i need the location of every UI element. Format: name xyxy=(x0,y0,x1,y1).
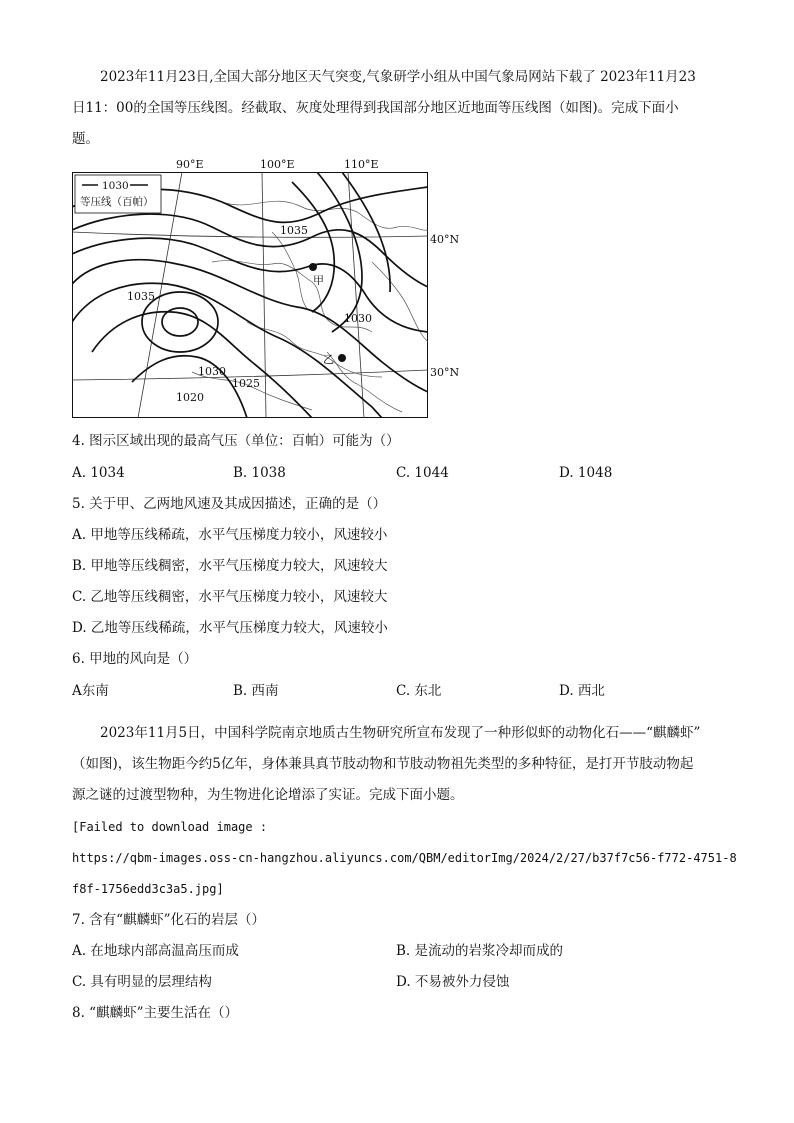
lon-label-90: 90°E xyxy=(176,158,204,171)
q6-stem: 6. 甲地的风向是（） xyxy=(72,651,198,667)
intro1-line2: 日11：00的全国等压线图。经截取、灰度处理得到我国部分地区近地面等压线图（如图)。完成下面小 xyxy=(72,100,679,116)
q5-option-a: A. 甲地等压线稀疏，水平气压梯度力较小，风速较小 xyxy=(72,527,388,543)
lat-label-30: 30°N xyxy=(430,366,460,379)
isobar-label-1035-a: 1035 xyxy=(280,224,308,237)
legend-text: 等压线（百帕） xyxy=(80,196,154,208)
intro2-line3: 源之谜的过渡型物种，为生物进化论增添了实证。完成下面小题。 xyxy=(72,787,464,803)
isobar-label-1025: 1025 xyxy=(232,377,260,390)
legend-value: 1030 xyxy=(102,180,129,192)
failed-image-line3: f8f-1756edd3c3a5.jpg] xyxy=(72,882,224,896)
q4-option-c: C. 1044 xyxy=(396,465,449,481)
q7-option-c: C. 具有明显的层理结构 xyxy=(72,974,212,990)
failed-image-line1: [Failed to download image : xyxy=(72,820,268,834)
q4-option-b: B. 1038 xyxy=(233,465,286,481)
lon-label-100: 100°E xyxy=(260,158,295,171)
q6-option-b: B. 西南 xyxy=(233,683,279,699)
q7-stem: 7. 含有“麒麟虾”化石的岩层（） xyxy=(72,912,265,928)
point-yi-dot xyxy=(338,354,346,362)
q5-stem: 5. 关于甲、乙两地风速及其成因描述，正确的是（） xyxy=(72,496,387,512)
q6-option-a: A东南 xyxy=(72,683,109,699)
q5-option-b: B. 甲地等压线稠密，水平气压梯度力较大，风速较大 xyxy=(72,558,388,574)
point-jia-label: 甲 xyxy=(313,274,324,287)
isobar-label-1030-a: 1030 xyxy=(344,312,372,325)
q7-option-a: A. 在地球内部高温高压而成 xyxy=(72,943,239,959)
intro2-line2: （如图)，该生物距今约5亿年，身体兼具真节肢动物和节肢动物祖先类型的多种特征，是打开节肢动物起 xyxy=(72,756,694,772)
isobar-label-1020: 1020 xyxy=(176,391,204,404)
failed-image-line2: https://qbm-images.oss-cn-hangzhou.aliyuncs.com/QBM/editorImg/2024/2/27/b37f7c56-f772-4751-8 xyxy=(72,851,737,865)
q5-option-d: D. 乙地等压线稀疏，水平气压梯度力较大，风速较小 xyxy=(72,620,388,636)
isobar-map-svg xyxy=(72,172,428,418)
q6-option-c: C. 东北 xyxy=(396,683,442,699)
isobar-map xyxy=(72,172,428,418)
q7-option-d: D. 不易被外力侵蚀 xyxy=(396,974,510,990)
point-yi-label: 乙 xyxy=(323,353,334,366)
point-jia-dot xyxy=(309,263,317,271)
isobar-label-1035-b: 1035 xyxy=(127,290,155,303)
q5-option-c: C. 乙地等压线稠密，水平气压梯度力较小，风速较大 xyxy=(72,589,388,605)
lat-label-40: 40°N xyxy=(430,233,460,246)
q6-option-d: D. 西北 xyxy=(559,683,605,699)
intro1-line1: 2023年11月23日,全国大部分地区天气突变,气象研学小组从中国气象局网站下载了 2023年11月23 xyxy=(100,69,696,85)
q4-option-d: D. 1048 xyxy=(559,465,613,481)
q4-option-a: A. 1034 xyxy=(72,465,125,481)
q8-stem: 8. “麒麟虾”主要生活在（） xyxy=(72,1005,238,1021)
lon-label-110: 110°E xyxy=(344,158,379,171)
q7-option-b: B. 是流动的岩浆冷却而成的 xyxy=(396,943,564,959)
isobar-label-1030-b: 1030 xyxy=(198,365,226,378)
map-legend xyxy=(75,175,161,213)
q4-stem: 4. 图示区域出现的最高气压（单位：百帕）可能为（） xyxy=(72,433,400,449)
intro2-line1: 2023年11月5日，中国科学院南京地质古生物研究所宣布发现了一种形似虾的动物化石——“麒麟虾” xyxy=(100,725,701,741)
intro1-line3: 题。 xyxy=(72,131,99,147)
